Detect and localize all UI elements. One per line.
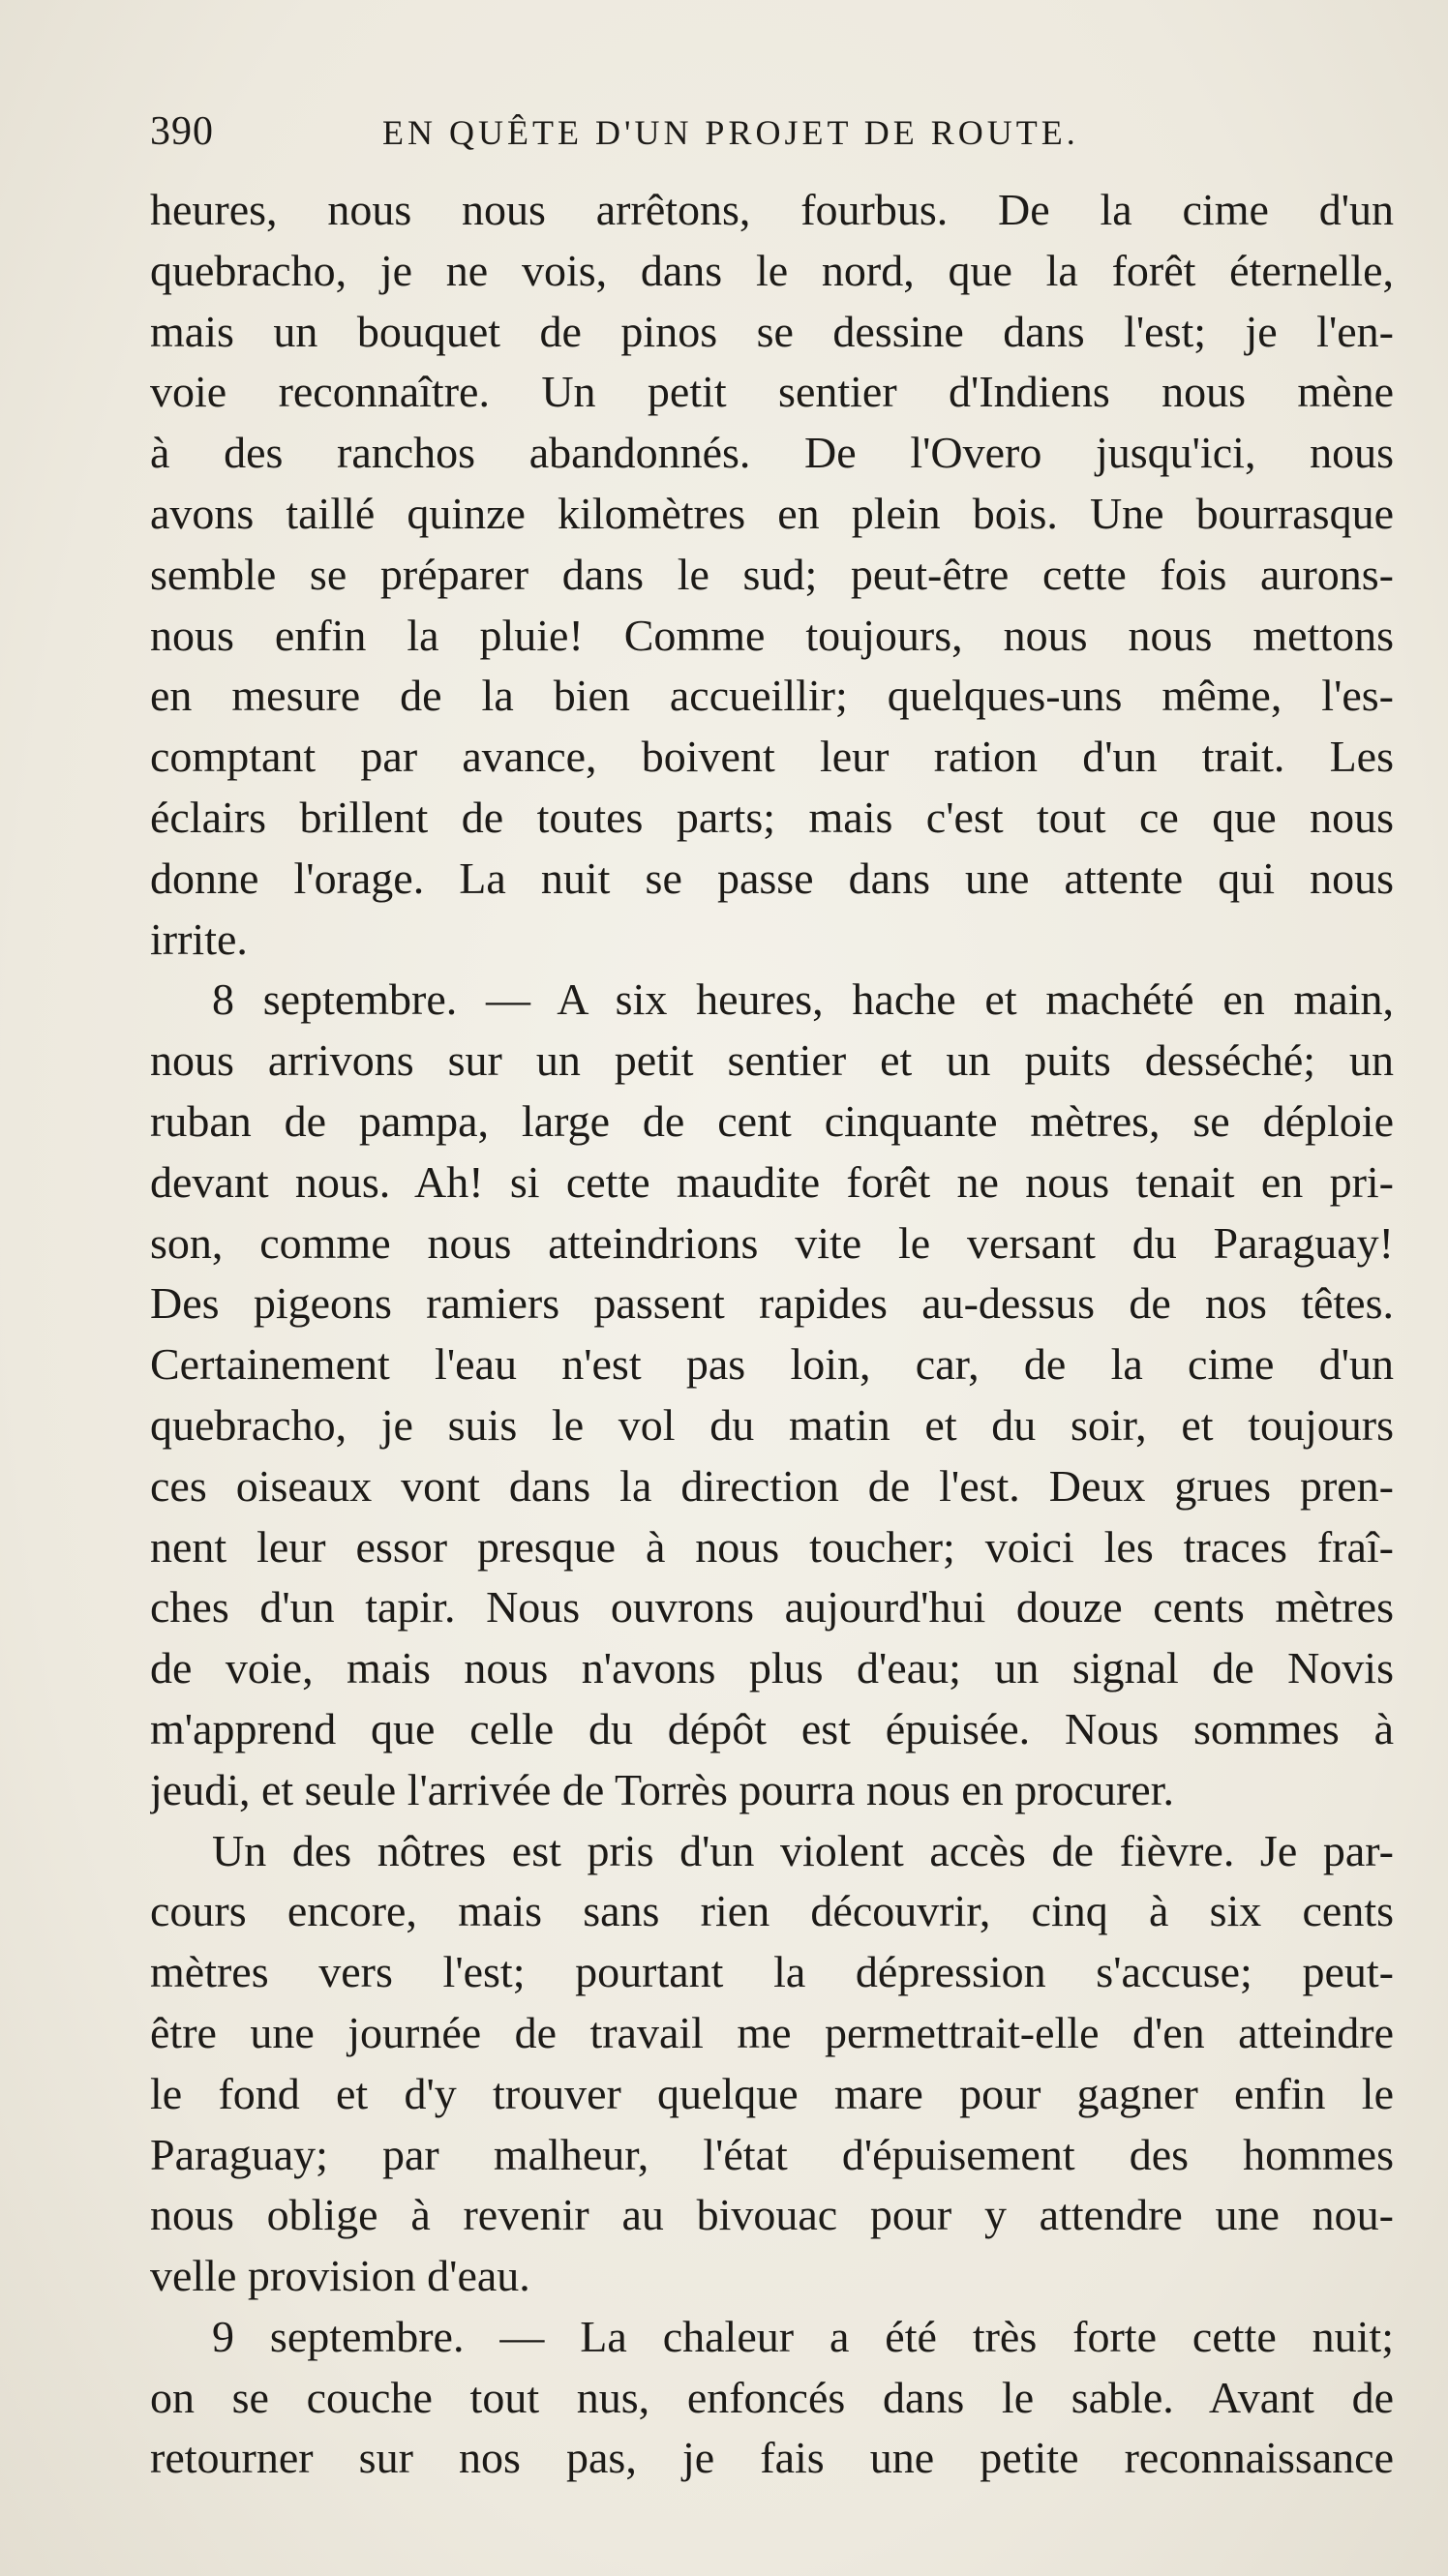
text-line: le fond et d'y trouver quelque mare pour gagner enfin le [150, 2068, 1394, 2118]
text-line: être une journée de travail me permettrait-elle d'en atteindre [150, 2007, 1394, 2057]
text-line: jeudi, et seule l'arrivée de Torrès pourra nous en procurer. [150, 1764, 1174, 1814]
page-number: 390 [150, 109, 214, 154]
running-head: EN QUÊTE D'UN PROJET DE ROUTE. [382, 113, 1079, 152]
text-line: irrite. [150, 914, 248, 964]
text-line: on se couche tout nus, enfoncés dans le sable. Avant de [150, 2372, 1394, 2422]
text-line: m'apprend que celle du dépôt est épuisée. Nous sommes à [150, 1703, 1394, 1753]
text-line: 8 septembre. — A six heures, hache et machété en main, [212, 974, 1394, 1025]
text-line: mètres vers l'est; pourtant la dépression s'accuse; peut- [150, 1947, 1394, 1997]
text-line: nous enfin la pluie! Comme toujours, nous nous mettons [150, 610, 1394, 660]
text-line: mais un bouquet de pinos se dessine dans l'est; je l'en- [150, 306, 1394, 356]
text-line: ches d'un tapir. Nous ouvrons aujourd'hui douze cents mètres [150, 1582, 1394, 1632]
text-line: son, comme nous atteindrions vite le versant du Paraguay! [150, 1217, 1394, 1268]
text-line: ruban de pampa, large de cent cinquante mètres, se déploie [150, 1095, 1394, 1146]
text-line: heures, nous nous arrêtons, fourbus. De la cime d'un [150, 185, 1394, 234]
text-line: quebracho, je ne vois, dans le nord, que la forêt éternelle, [150, 245, 1394, 295]
text-line: cours encore, mais sans rien découvrir, cinq à six cents [150, 1886, 1394, 1936]
text-line: Un des nôtres est pris d'un violent accès de fièvre. Je par- [212, 1825, 1394, 1875]
text-line: de voie, mais nous n'avons plus d'eau; un signal de Novis [150, 1643, 1394, 1693]
text-line: Des pigeons ramiers passent rapides au-dessus de nos têtes. [150, 1278, 1394, 1329]
text-line: devant nous. Ah! si cette maudite forêt ne nous tenait en pri- [150, 1156, 1394, 1207]
text-line: nent leur essor presque à nous toucher; voici les traces fraî- [150, 1521, 1394, 1572]
page-header [150, 108, 1399, 166]
text-line: Paraguay; par malheur, l'état d'épuisement des hommes [150, 2129, 1394, 2179]
text-line: en mesure de la bien accueillir; quelques-uns même, l'es- [150, 671, 1394, 721]
text-line: comptant par avance, boivent leur ration d'un trait. Les [150, 732, 1394, 782]
text-line: à des ranchos abandonnés. De l'Overo jusqu'ici, nous [150, 428, 1394, 478]
paragraph [150, 180, 1394, 970]
text-line: semble se préparer dans le sud; peut-être cette fois aurons- [150, 549, 1394, 599]
body-text [150, 180, 1394, 2489]
text-line: nous arrivons sur un petit sentier et un puits desséché; un [150, 1035, 1394, 1086]
text-line: nous oblige à revenir au bivouac pour y attendre une nou- [150, 2190, 1394, 2240]
text-line: éclairs brillent de toutes parts; mais c'est tout ce que nous [150, 792, 1394, 842]
text-line: velle provision d'eau. [150, 2251, 530, 2301]
text-line: retourner sur nos pas, je fais une petite reconnaissance [150, 2433, 1394, 2483]
text-line: donne l'orage. La nuit se passe dans une attente qui nous [150, 853, 1394, 903]
text-line: voie reconnaître. Un petit sentier d'Indiens nous mène [150, 367, 1394, 417]
text-line: quebracho, je suis le vol du matin et du soir, et toujours [150, 1399, 1394, 1450]
text-line: 9 septembre. — La chaleur a été très forte cette nuit; [212, 2311, 1394, 2361]
text-line: avons taillé quinze kilomètres en plein bois. Une bourrasque [150, 488, 1394, 538]
paragraph [150, 970, 1394, 1820]
paragraph [150, 2307, 1394, 2489]
text-line: ces oiseaux vont dans la direction de l'est. Deux grues pren- [150, 1460, 1394, 1511]
text-line: Certainement l'eau n'est pas loin, car, de la cime d'un [150, 1339, 1394, 1390]
paragraph [150, 1821, 1394, 2307]
